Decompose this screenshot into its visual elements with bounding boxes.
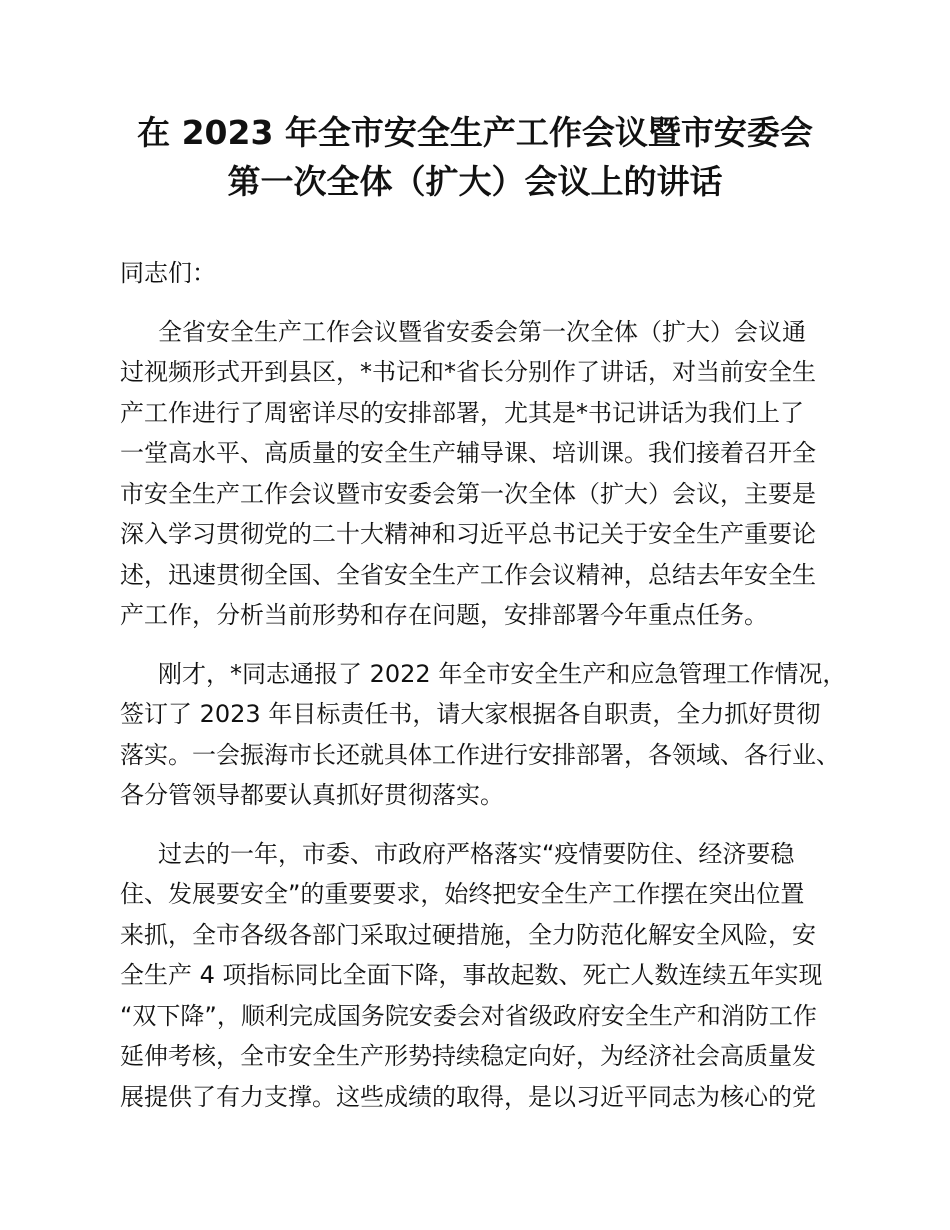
paragraph-line: 述，迅速贯彻全国、全省安全生产工作会议精神，总结去年安全生	[120, 560, 816, 589]
paragraph-line: 落实。一会振海市长还就具体工作进行安排部署，各领域、各行业、	[120, 740, 840, 769]
paragraph-line: 深入学习贯彻党的二十大精神和习近平总书记关于安全生产重要论	[120, 520, 816, 548]
paragraph-line: 过视频形式开到县区，*书记和*省长分别作了讲话，对当前安全生	[120, 358, 816, 386]
paragraph-line: 产工作，分析当前形势和存在问题，安排部署今年重点任务。	[120, 601, 768, 629]
paragraph-line: 产工作进行了周密详尽的安排部署，尤其是*书记讲话为我们上了	[120, 398, 804, 427]
document-title	[0, 108, 950, 206]
document-body	[120, 253, 865, 1117]
paragraph-line: 全省安全生产工作会议暨省安委会第一次全体（扩大）会议通	[158, 317, 806, 346]
paragraph-line: 来抓，全市各级各部门采取过硬措施，全力防范化解安全风险，安	[120, 920, 816, 949]
salutation: 同志们：	[120, 259, 216, 287]
paragraph-line: 一堂高水平、高质量的安全生产辅导课、培训课。我们接着召开全	[120, 439, 816, 467]
paragraph-line: 延伸考核，全市安全生产形势持续稳定向好，为经济社会高质量发	[120, 1042, 816, 1070]
paragraph-line: 刚才，*同志通报了 2022 年全市安全生产和应急管理工作情况，	[158, 659, 847, 688]
paragraph-spacer	[120, 636, 865, 654]
title-line-2: 第一次全体（扩大）会议上的讲话	[227, 162, 723, 201]
paragraph-line: 住、发展要安全”的重要要求，始终把安全生产工作摆在突出位置	[120, 880, 805, 908]
paragraph-line: 全生产 4 项指标同比全面下降，事故起数、死亡人数连续五年实现	[120, 961, 823, 989]
paragraph-1	[120, 312, 865, 636]
paragraph-3	[120, 834, 865, 1118]
paragraph-line: 各分管领导都要认真抓好贯彻落实。	[120, 781, 504, 809]
title-line-1: 在 2023 年全市安全生产工作会议暨市安委会	[137, 113, 813, 152]
paragraph-line: 展提供了有力支撑。这些成绩的取得，是以习近平同志为核心的党	[120, 1082, 816, 1111]
paragraph-line: “双下降”，顺利完成国务院安委会对省级政府安全生产和消防工作	[120, 1001, 817, 1030]
paragraph-spacer	[120, 816, 865, 834]
paragraph-2	[120, 654, 865, 816]
paragraph-line: 过去的一年，市委、市政府严格落实“疫情要防住、经济要稳	[158, 839, 795, 868]
paragraph-line: 签订了 2023 年目标责任书，请大家根据各自职责，全力抓好贯彻	[120, 700, 821, 728]
paragraph-line: 市安全生产工作会议暨市安委会第一次全体（扩大）会议，主要是	[120, 479, 816, 508]
